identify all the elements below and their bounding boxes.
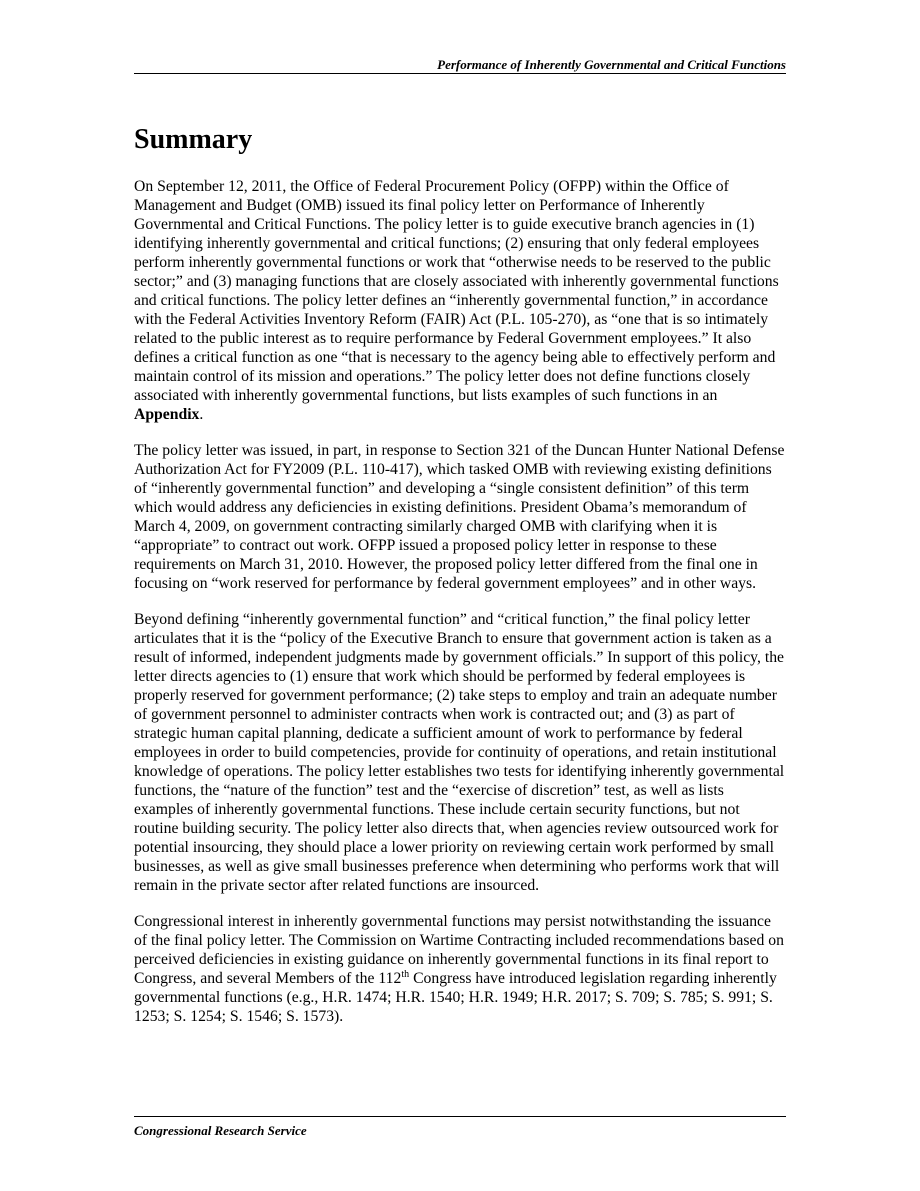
- appendix-reference: Appendix: [134, 406, 200, 423]
- footer-organization: Congressional Research Service: [134, 1123, 307, 1138]
- summary-paragraph-2: The policy letter was issued, in part, in response to Section 321 of the Duncan Hunter National Defense Authorization Act for FY2009 (P.L. 110-417), which tasked OMB with reviewing existing definitions of “inherently governmental function” and developing a “single consistent definition” of this term which would address any deficiencies in existing definitions. President Obama’s memorandum of March 4, 2009, on government contracting similarly charged OMB with clarifying when it is “appropriate” to contract out work. OFPP issued a proposed policy letter in response to these requirements on March 31, 2010. However, the proposed policy letter differed from the final one in focusing on “work reserved for performance by federal government employees” and in other ways.: [134, 442, 785, 592]
- paragraph-4-text-end: Congress have introduced legislation regarding inherently governmental functions (e.g., H.R. 1474; H.R. 1540; H.R. 1949; H.R. 2017; S. 709; S. 785; S. 991; S. 1253; S. 1254; S. 1546; S. 1573).: [134, 970, 777, 1025]
- ordinal-superscript: th: [401, 968, 410, 980]
- summary-paragraph-3: Beyond defining “inherently governmental function” and “critical function,” the final policy letter articulates that it is the “policy of the Executive Branch to ensure that government action is taken as a result of informed, independent judgments made by government officials.” In support of this policy, the letter directs agencies to (1) ensure that work which should be performed by federal employees is properly reserved for government performance; (2) take steps to employ and train an adequate number of government personnel to administer contracts when work is contracted out; and (3) as part of strategic human capital planning, dedicate a sufficient amount of work to performance by federal employees in order to build competencies, provide for continuity of operations, and retain institutional knowledge of operations. The policy letter establishes two tests for identifying inherently governmental functions, the “nature of the function” test and the “exercise of discretion” test, as well as lists examples of inherently governmental functions. These include certain security functions, but not routine building security. The policy letter also directs that, when agencies review outsourced work for potential insourcing, they should place a lower priority on reviewing certain work performed by small businesses, as well as give small businesses preference when determining who performs work that will remain in the private sector after related functions are insourced.: [134, 611, 785, 894]
- page-footer: [134, 1116, 786, 1139]
- summary-paragraph-4: [134, 912, 786, 1026]
- paragraph-1-text: On September 12, 2011, the Office of Federal Procurement Policy (OFPP) within the Office of Management and Budget (OMB) issued its final policy letter on Performance of Inherently Governmental and Critical Functions. The policy letter is to guide executive branch agencies in (1) identifying inherently governmental and critical functions; (2) ensuring that only federal employees perform inherently governmental functions or work that “otherwise needs to be reserved to the public sector;” and (3) managing functions that are closely associated with inherently governmental functions and critical functions. The policy letter defines an “inherently governmental function,” in accordance with the Federal Activities Inventory Reform (FAIR) Act (P.L. 105-270), as “one that is so intimately related to the public interest as to require performance by Federal Government employees.” It also defines a critical function as one “that is necessary to the agency being able to effectively perform and maintain control of its mission and operations.” The policy letter does not define functions closely associated with inherently governmental functions, but lists examples of such functions in an: [134, 178, 779, 404]
- summary-body: [134, 177, 786, 1043]
- paragraph-4-text: Congressional interest in inherently governmental functions may persist notwithstanding the issuance of the final policy letter. The Commission on Wartime Contracting included recommendations based on perceived deficiencies in existing guidance on inherently governmental functions in its final report to Congress, and several Members of the 112: [134, 913, 784, 987]
- summary-paragraph-1: [134, 177, 786, 424]
- running-header: [134, 56, 786, 74]
- running-header-title: Performance of Inherently Governmental and Critical Functions: [437, 57, 786, 72]
- paragraph-1-end: .: [199, 406, 204, 423]
- page-title: Summary: [134, 124, 253, 155]
